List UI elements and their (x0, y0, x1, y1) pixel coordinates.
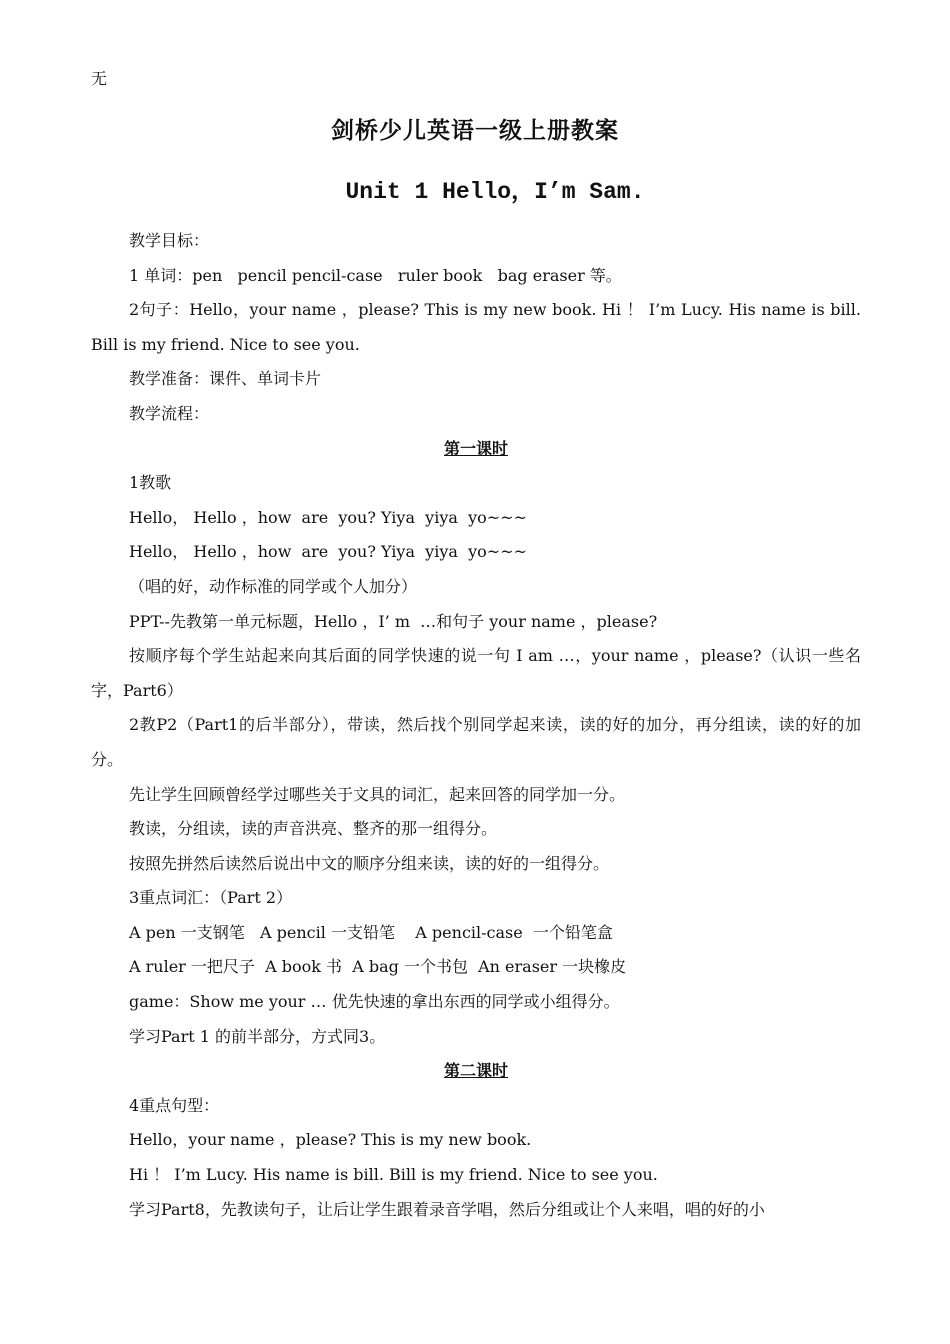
paragraph: game：Show me your … 优先快速的拿出东西的同学或小组得分。 (129, 992, 620, 1012)
paragraph: （唱的好，动作标准的同学或个人加分） (129, 576, 418, 596)
unit-title: Unit 1 Hello，I’m Sam. (345, 179, 645, 205)
section-heading-procedure: 教学流程： (129, 403, 210, 423)
sentence-line: Hello，your name ，please? This is my new book. (129, 1130, 532, 1150)
vocab-objective: 1 单词：pen pencil pencil-case ruler book bag eraser 等。 (129, 265, 622, 285)
paragraph: 按顺序每个学生站起来向其后面的同学快速的说一句 I am …，your name ，please?（认识一些名字，Part6） (91, 646, 861, 700)
paragraph: 2教P2（Part1的后半部分），带读，然后找个别同学起来读，读的好的加分，再分组读，读的好的加分。 (91, 715, 861, 769)
sentence-line: Hi ！ I’m Lucy. His name is bill. Bill is my friend. Nice to see you. (129, 1165, 658, 1185)
paragraph: 学习Part 1 的前半部分，方式同3。 (129, 1026, 386, 1046)
corner-mark: 无 (91, 69, 108, 88)
paragraph: 4重点句型： (129, 1095, 220, 1115)
vocab-line: A ruler 一把尺子 A book 书 A bag 一个书包 An eraser 一块橡皮 (129, 957, 627, 977)
paragraph: 按照先拼然后读然后说出中文的顺序分组来读，读的好的一组得分。 (129, 853, 610, 873)
document-title: 剑桥少儿英语一级上册教案 (331, 118, 619, 144)
paragraph: 教读，分组读，读的声音洪亮、整齐的那一组得分。 (129, 819, 498, 839)
paragraph: 学习Part8，先教读句子，让后让学生跟着录音学唱，然后分组或让个人来唱，唱的好的小 (129, 1199, 765, 1219)
lesson-plan-body (91, 224, 867, 1227)
section-heading-objectives: 教学目标： (129, 231, 210, 250)
lesson-heading-2: 第二课时 (443, 1061, 508, 1081)
song-line: Hello， Hello ，how are you? Yiya yiya yo~~~ (129, 507, 527, 527)
song-line: Hello， Hello ，how are you? Yiya yiya yo~~~ (129, 542, 527, 562)
paragraph: 1教歌 (129, 473, 172, 493)
lesson-heading-1: 第一课时 (443, 438, 508, 458)
section-heading-preparation: 教学准备：课件、单词卡片 (129, 369, 322, 389)
paragraph: PPT--先教第一单元标题，Hello ，I’ m …和句子 your name ，please? (129, 611, 658, 631)
sentence-objective: 2句子：Hello，your name ，please? This is my new book. Hi ！ I’m Lucy. His name is bill. Bill is my friend. Nice to see you. (91, 300, 867, 354)
paragraph: 先让学生回顾曾经学过哪些关于文具的词汇，起来回答的同学加一分。 (129, 784, 626, 804)
vocab-line: A pen 一支钢笔 A pencil 一支铅笔 A pencil-case 一个铅笔盒 (129, 922, 613, 942)
paragraph: 3重点词汇：（Part 2） (129, 888, 293, 908)
